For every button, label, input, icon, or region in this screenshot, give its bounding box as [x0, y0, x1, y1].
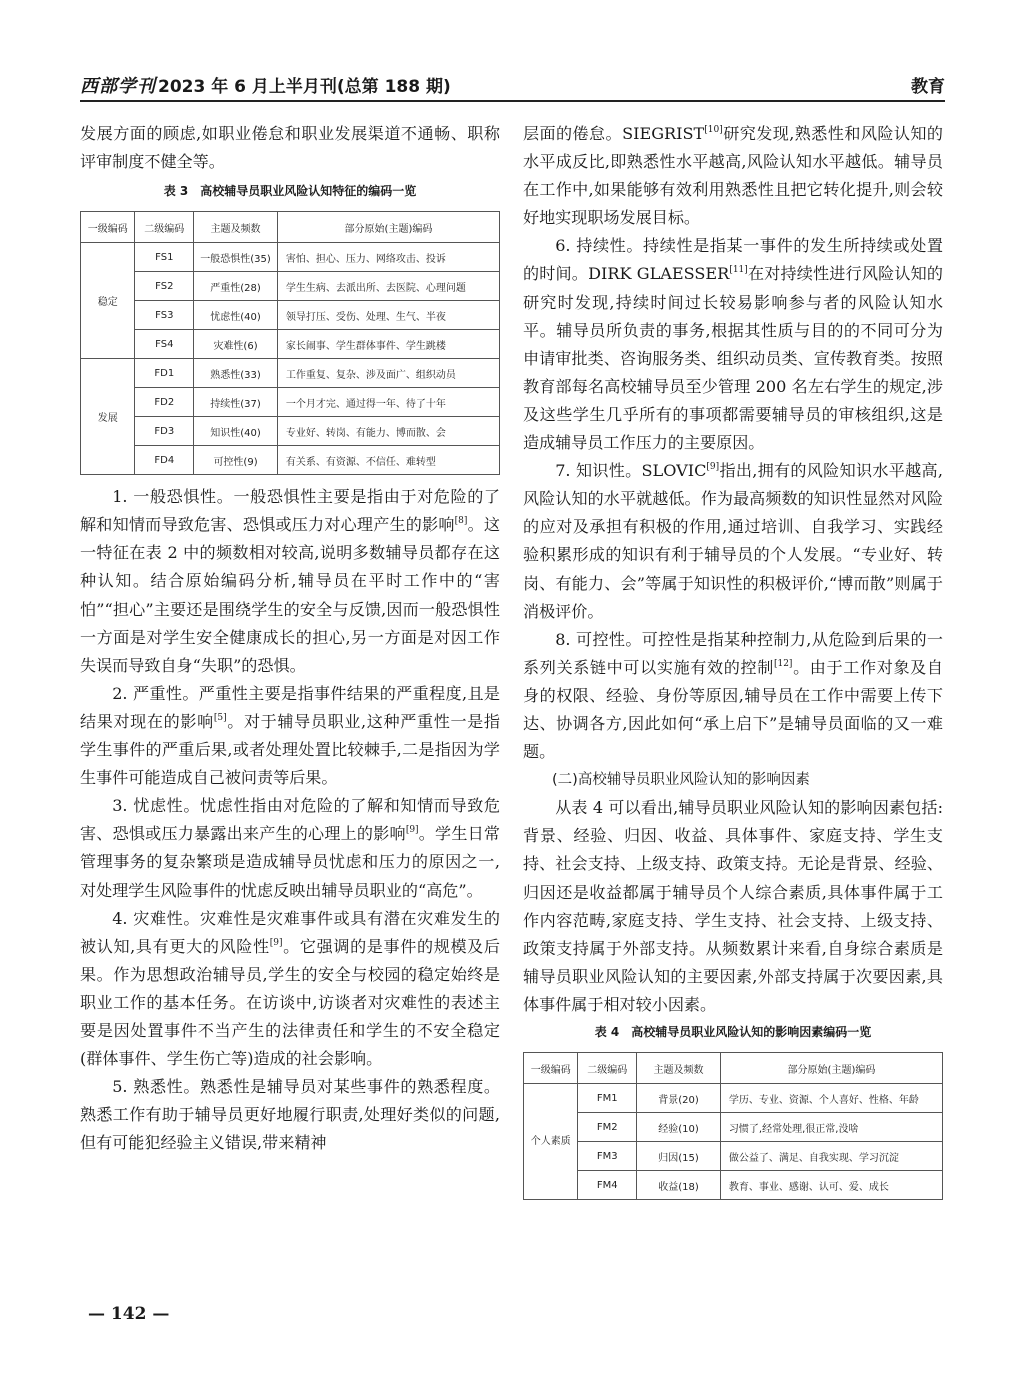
table-header: 二级编码 [135, 212, 194, 243]
running-header [80, 70, 945, 102]
table-row [524, 1142, 943, 1171]
source-cell: 做公益了、满足、自我实现、学习沉淀 [720, 1142, 942, 1171]
table-header: 部分原始(主题)编码 [277, 212, 499, 243]
theme-cell: 熟悉性(33) [194, 359, 278, 388]
code-cell: FS3 [135, 301, 194, 330]
table-row [81, 272, 500, 301]
paragraph: 5. 熟悉性。熟悉性是辅导员对某些事件的熟悉程度。熟悉工作有助于辅导员更好地履行职责,处理好类似的问题,但有可能犯经验主义错误,带来精神 [80, 1077, 500, 1153]
source-cell: 有关系、有资源、不信任、难转型 [277, 446, 499, 475]
left-column [80, 120, 500, 1157]
table-header-row [524, 1053, 943, 1084]
code-cell: FD2 [135, 388, 194, 417]
table-row [81, 417, 500, 446]
source-cell: 家长闹事、学生群体事件、学生跳楼 [277, 330, 499, 359]
citation: [11] [729, 265, 748, 276]
table-row [524, 1113, 943, 1142]
source-cell: 一个月才完、通过得一年、待了十年 [277, 388, 499, 417]
paragraph: 1. 一般恐惧性。一般恐惧性主要是指由于对危险的了解和知情而导致危害、恐惧或压力对心理产生的影响[8]。这一特征在表 2 中的频数相对较高,说明多数辅导员都存在这种认知。结合原始编码分析,辅导员在平时工作中的“害怕”“担心”主要还是围绕学生的安全与反馈,因而一般恐惧性一方面是对学生安全健康成长的担心,另一方面是对因工作失误而导致自身“失职”的恐惧。 [80, 487, 501, 675]
paragraph: 3. 忧虑性。忧虑性指由对危险的了解和知情而导致危害、恐惧或压力暴露出来产生的心理上的影响[9]。学生日常管理事务的复杂繁琐是造成辅导员忧虑和压力的原因之一,对处理学生风险事件的忧虑反映出辅导员职业的“高危”。 [80, 796, 501, 900]
source-cell: 学历、专业、资源、个人喜好、性格、年龄 [720, 1084, 942, 1113]
page-number: — 142 — [88, 1304, 170, 1324]
source-cell: 工作重复、复杂、涉及面广、组织动员 [277, 359, 499, 388]
table-row [81, 330, 500, 359]
table-header: 一级编码 [524, 1053, 578, 1084]
paragraph: 发展方面的顾虑,如职业倦怠和职业发展渠道不通畅、职称评审制度不健全等。 [80, 124, 500, 172]
section-subheading: (二)高校辅导员职业风险认知的影响因素 [552, 772, 810, 789]
theme-cell: 严重性(28) [194, 272, 278, 301]
code-cell: FD4 [135, 446, 194, 475]
citation: [9] [405, 825, 419, 836]
source-cell: 专业好、转岗、有能力、博而散、会 [277, 417, 499, 446]
theme-cell: 忧虑性(40) [194, 301, 278, 330]
citation: [9] [706, 462, 720, 473]
source-cell: 教育、事业、感谢、认可、爱、成长 [720, 1171, 942, 1200]
citation: [12] [773, 658, 793, 669]
right-column [523, 120, 943, 1200]
table-header: 二级编码 [578, 1053, 637, 1084]
code-cell: FM2 [578, 1113, 637, 1142]
theme-cell: 可控性(9) [194, 446, 278, 475]
table4-caption: 表 4 高校辅导员职业风险认知的影响因素编码一览 [594, 1025, 872, 1039]
table-row [81, 301, 500, 330]
table3-caption: 表 3 高校辅导员职业风险认知特征的编码一览 [163, 184, 417, 199]
table-row [81, 388, 500, 417]
code-cell: FM4 [578, 1171, 637, 1200]
table-row [81, 359, 500, 388]
code-cell: FS4 [135, 330, 194, 359]
paragraph: 层面的倦怠。SIEGRIST[10]研究发现,熟悉性和风险认知的水平成反比,即熟悉性水平越高,风险认知水平越低。辅导员在工作中,如果能够有效利用熟悉性且把它转化提升,则会较好地实现职场发展目标。 [523, 124, 943, 228]
code-cell: FS1 [135, 243, 194, 272]
table-header: 主题及频数 [637, 1053, 721, 1084]
theme-cell: 知识性(40) [194, 417, 278, 446]
source-cell: 习惯了,经常处理,很正常,没啥 [720, 1113, 942, 1142]
citation: [10] [704, 125, 723, 135]
table-header: 部分原始(主题)编码 [720, 1053, 942, 1084]
code-cell: FD1 [135, 359, 194, 388]
theme-cell: 背景(20) [637, 1084, 721, 1113]
table-header: 主题及频数 [194, 212, 278, 243]
table-header: 一级编码 [81, 212, 135, 243]
paragraph: 4. 灾难性。灾难性是灾难事件或具有潜在灾难发生的被认知,具有更大的风险性[9]。它强调的是事件的规模及后果。作为思想政治辅导员,学生的安全与校园的稳定始终是职业工作的基本任务。在访谈中,访谈者对灾难性的表述主要是因处置事件不当产生的法律责任和学生的不安全稳定(群体事件、学生伤亡等)造成的社会影响。 [80, 908, 501, 1069]
code-cell: FM1 [578, 1084, 637, 1113]
journal-issue [80, 72, 451, 98]
section-label: 教育 [911, 77, 945, 97]
code-cell: FD3 [135, 417, 194, 446]
paragraph: 7. 知识性。SLOVIC[9]指出,拥有的风险知识水平越高,风险认知的水平就越低。作为最高频数的知识性显然对风险的应对及承担有积极的作用,通过培训、自我学习、实践经验积累形成的知识有利于辅导员的个人发展。“专业好、转岗、有能力、会”等属于知识性的积极评价,“博而散”则属于消极评价。 [523, 461, 944, 621]
code-cell: FM3 [578, 1142, 637, 1171]
table3 [80, 211, 500, 475]
paragraph: 2. 严重性。严重性主要是指事件结果的严重程度,且是结果对现在的影响[5]。对于辅导员职业,这种严重性一是指学生事件的严重后果,或者处理处置比较棘手,二是指因为学生事件可能造成自己被问责等后果。 [80, 683, 501, 788]
source-cell: 学生生病、去派出所、去医院、心理问题 [277, 272, 499, 301]
table4 [523, 1052, 943, 1200]
theme-cell: 归因(15) [637, 1142, 721, 1171]
group-label: 稳定 [81, 243, 135, 359]
journal-logo: 西部学刊 [80, 76, 156, 97]
table-row [524, 1171, 943, 1200]
table-header-row [81, 212, 500, 243]
code-cell: FS2 [135, 272, 194, 301]
theme-cell: 收益(18) [637, 1171, 721, 1200]
group-label: 个人素质 [524, 1084, 578, 1200]
paragraph: 6. 持续性。持续性是指某一事件的发生所持续或处置的时间。DIRK GLAESSER[11]在对持续性进行风险认知的研究时发现,持续时间过长较易影响参与者的风险认知水平。辅导员所负责的事务,根据其性质与目的的不同可分为申请审批类、咨询服务类、组织动员类、宣传教育类。按照教育部每名高校辅导员至少管理 200 名左右学生的规定,涉及这些学生几乎所有的事项都需要辅导员的审核组织,这是造成辅导员工作压力的主要原因。 [523, 236, 943, 453]
source-cell: 害怕、担心、压力、网络攻击、投诉 [277, 243, 499, 272]
paragraph: 8. 可控性。可控性是指某种控制力,从危险到后果的一系列关系链中可以实施有效的控制[12]。由于工作对象及自身的权限、经验、身份等原因,辅导员在工作中需要上传下达、协调各方,因此如何“承上启下”是辅导员面临的又一难题。 [523, 629, 944, 762]
paragraph: 从表 4 可以看出,辅导员职业风险认知的影响因素包括:背景、经验、归因、收益、具体事件、家庭支持、学生支持、社会支持、上级支持、政策支持。无论是背景、经验、归因还是收益都属于辅导员个人综合素质,具体事件属于工作内容范畴,家庭支持、学生支持、社会支持、上级支持、政策支持属于外部支持。从频数累计来看,自身综合素质是辅导员职业风险认知的主要因素,外部支持属于次要因素,具体事件属于相对较小因素。 [523, 798, 943, 1014]
citation: [9] [269, 937, 283, 948]
citation: [5] [213, 712, 227, 723]
theme-cell: 持续性(37) [194, 388, 278, 417]
issue-info: 2023 年 6 月上半月刊(总第 188 期) [158, 77, 451, 97]
table-row [81, 446, 500, 475]
group-label: 发展 [81, 359, 135, 475]
theme-cell: 一般恐惧性(35) [194, 243, 278, 272]
theme-cell: 灾难性(6) [194, 330, 278, 359]
theme-cell: 经验(10) [637, 1113, 721, 1142]
table-row [524, 1084, 943, 1113]
source-cell: 领导打压、受伤、处理、生气、半夜 [277, 301, 499, 330]
citation: [8] [454, 516, 468, 527]
table-row [81, 243, 500, 272]
